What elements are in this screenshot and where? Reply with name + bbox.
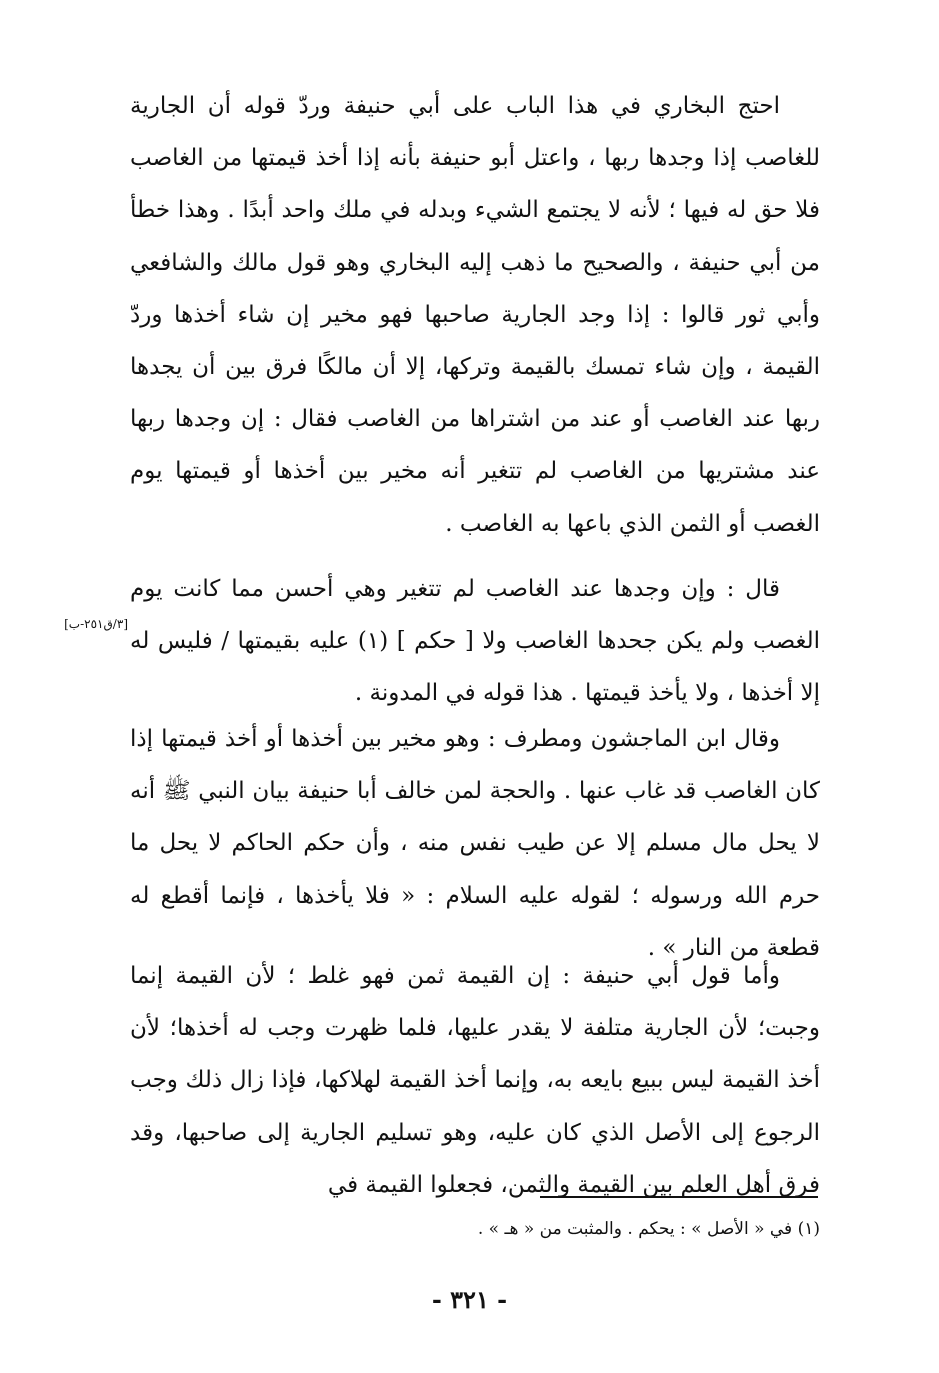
paragraph-1 [130, 80, 820, 550]
paragraph-4 [130, 950, 820, 1211]
paragraph-text: وقال ابن الماجشون ومطرف : وهو مخير بين أخذها أو أخذ قيمتها إذا كان الغاصب قد غاب عنها . والحجة لمن خالف أبا حنيفة بيان النبي ﷺ أنه لا يحل مال مسلم إلا عن طيب نفس منه ، وأن حكم الحاكم لا يحل ما حرم الله ورسوله ؛ لقوله عليه السلام : « فلا يأخذها ، فإنما أقطع له قطعة من النار » . [130, 726, 820, 961]
paragraph-text: قال : وإن وجدها عند الغاصب لم تتغير وهي أحسن مما كانت يوم الغصب ولم يكن جحدها الغاصب ولا [ حكم ] (١) عليه بقيمتها / فليس له إلا أخذها ، ولا يأخذ قيمتها . هذا قوله في المدونة . [130, 576, 821, 707]
footnote-separator [540, 1196, 818, 1198]
footnote: (١) في « الأصل » : يحكم . والمثبت من « هـ » . [477, 1219, 820, 1239]
paragraph-text: وأما قول أبي حنيفة : إن القيمة ثمن فهو غلط ؛ لأن القيمة إنما وجبت؛ لأن الجارية متلفة لا يقدر عليها، فلما ظهرت وجب له أخذها؛ لأن أخذ القيمة ليس ببيع بايعه به، وإنما أخذ القيمة لهلاكها، فإذا زال ذلك وجب الرجوع إلى الأصل الذي كان عليه، وهو تسليم الجارية إلى صاحبها، وقد فرق أهل العلم بين القيمة والثمن، فجعلوا القيمة في [130, 963, 820, 1198]
paragraph-2 [130, 563, 820, 720]
paragraph-text: احتج البخاري في هذا الباب على أبي حنيفة وردّ قوله أن الجارية للغاصب إذا وجدها ربها ، واعتل أبو حنيفة بأنه إذا أخذ قيمتها من الغاصب فلا حق له فيها ؛ لأنه لا يجتمع الشيء وبدله في ملك واحد أبدًا . وهذا خطأ من أبي حنيفة ، والصحيح ما ذهب إليه البخاري وهو قول مالك والشافعي وأبي ثور قالوا : إذا وجد الجارية صاحبها فهو مخير إن شاء أخذها وردّ القيمة ، وإن شاء تمسك بالقيمة وتركها، إلا أن مالكًا فرق بين أن يجدها ربها عند الغاصب أو عند من اشتراها من الغاصب فقال : إن وجدها ربها عند مشتريها من الغاصب لم تتغير أنه مخير بين أخذها أو قيمتها يوم الغصب أو الثمن الذي باعها به الغاصب . [130, 93, 820, 537]
page-number: - ٣٢١ - [431, 1285, 508, 1314]
manuscript-folio-reference: [٣/ق٢٥١-ب] [64, 617, 128, 631]
paragraph-3 [130, 713, 820, 974]
